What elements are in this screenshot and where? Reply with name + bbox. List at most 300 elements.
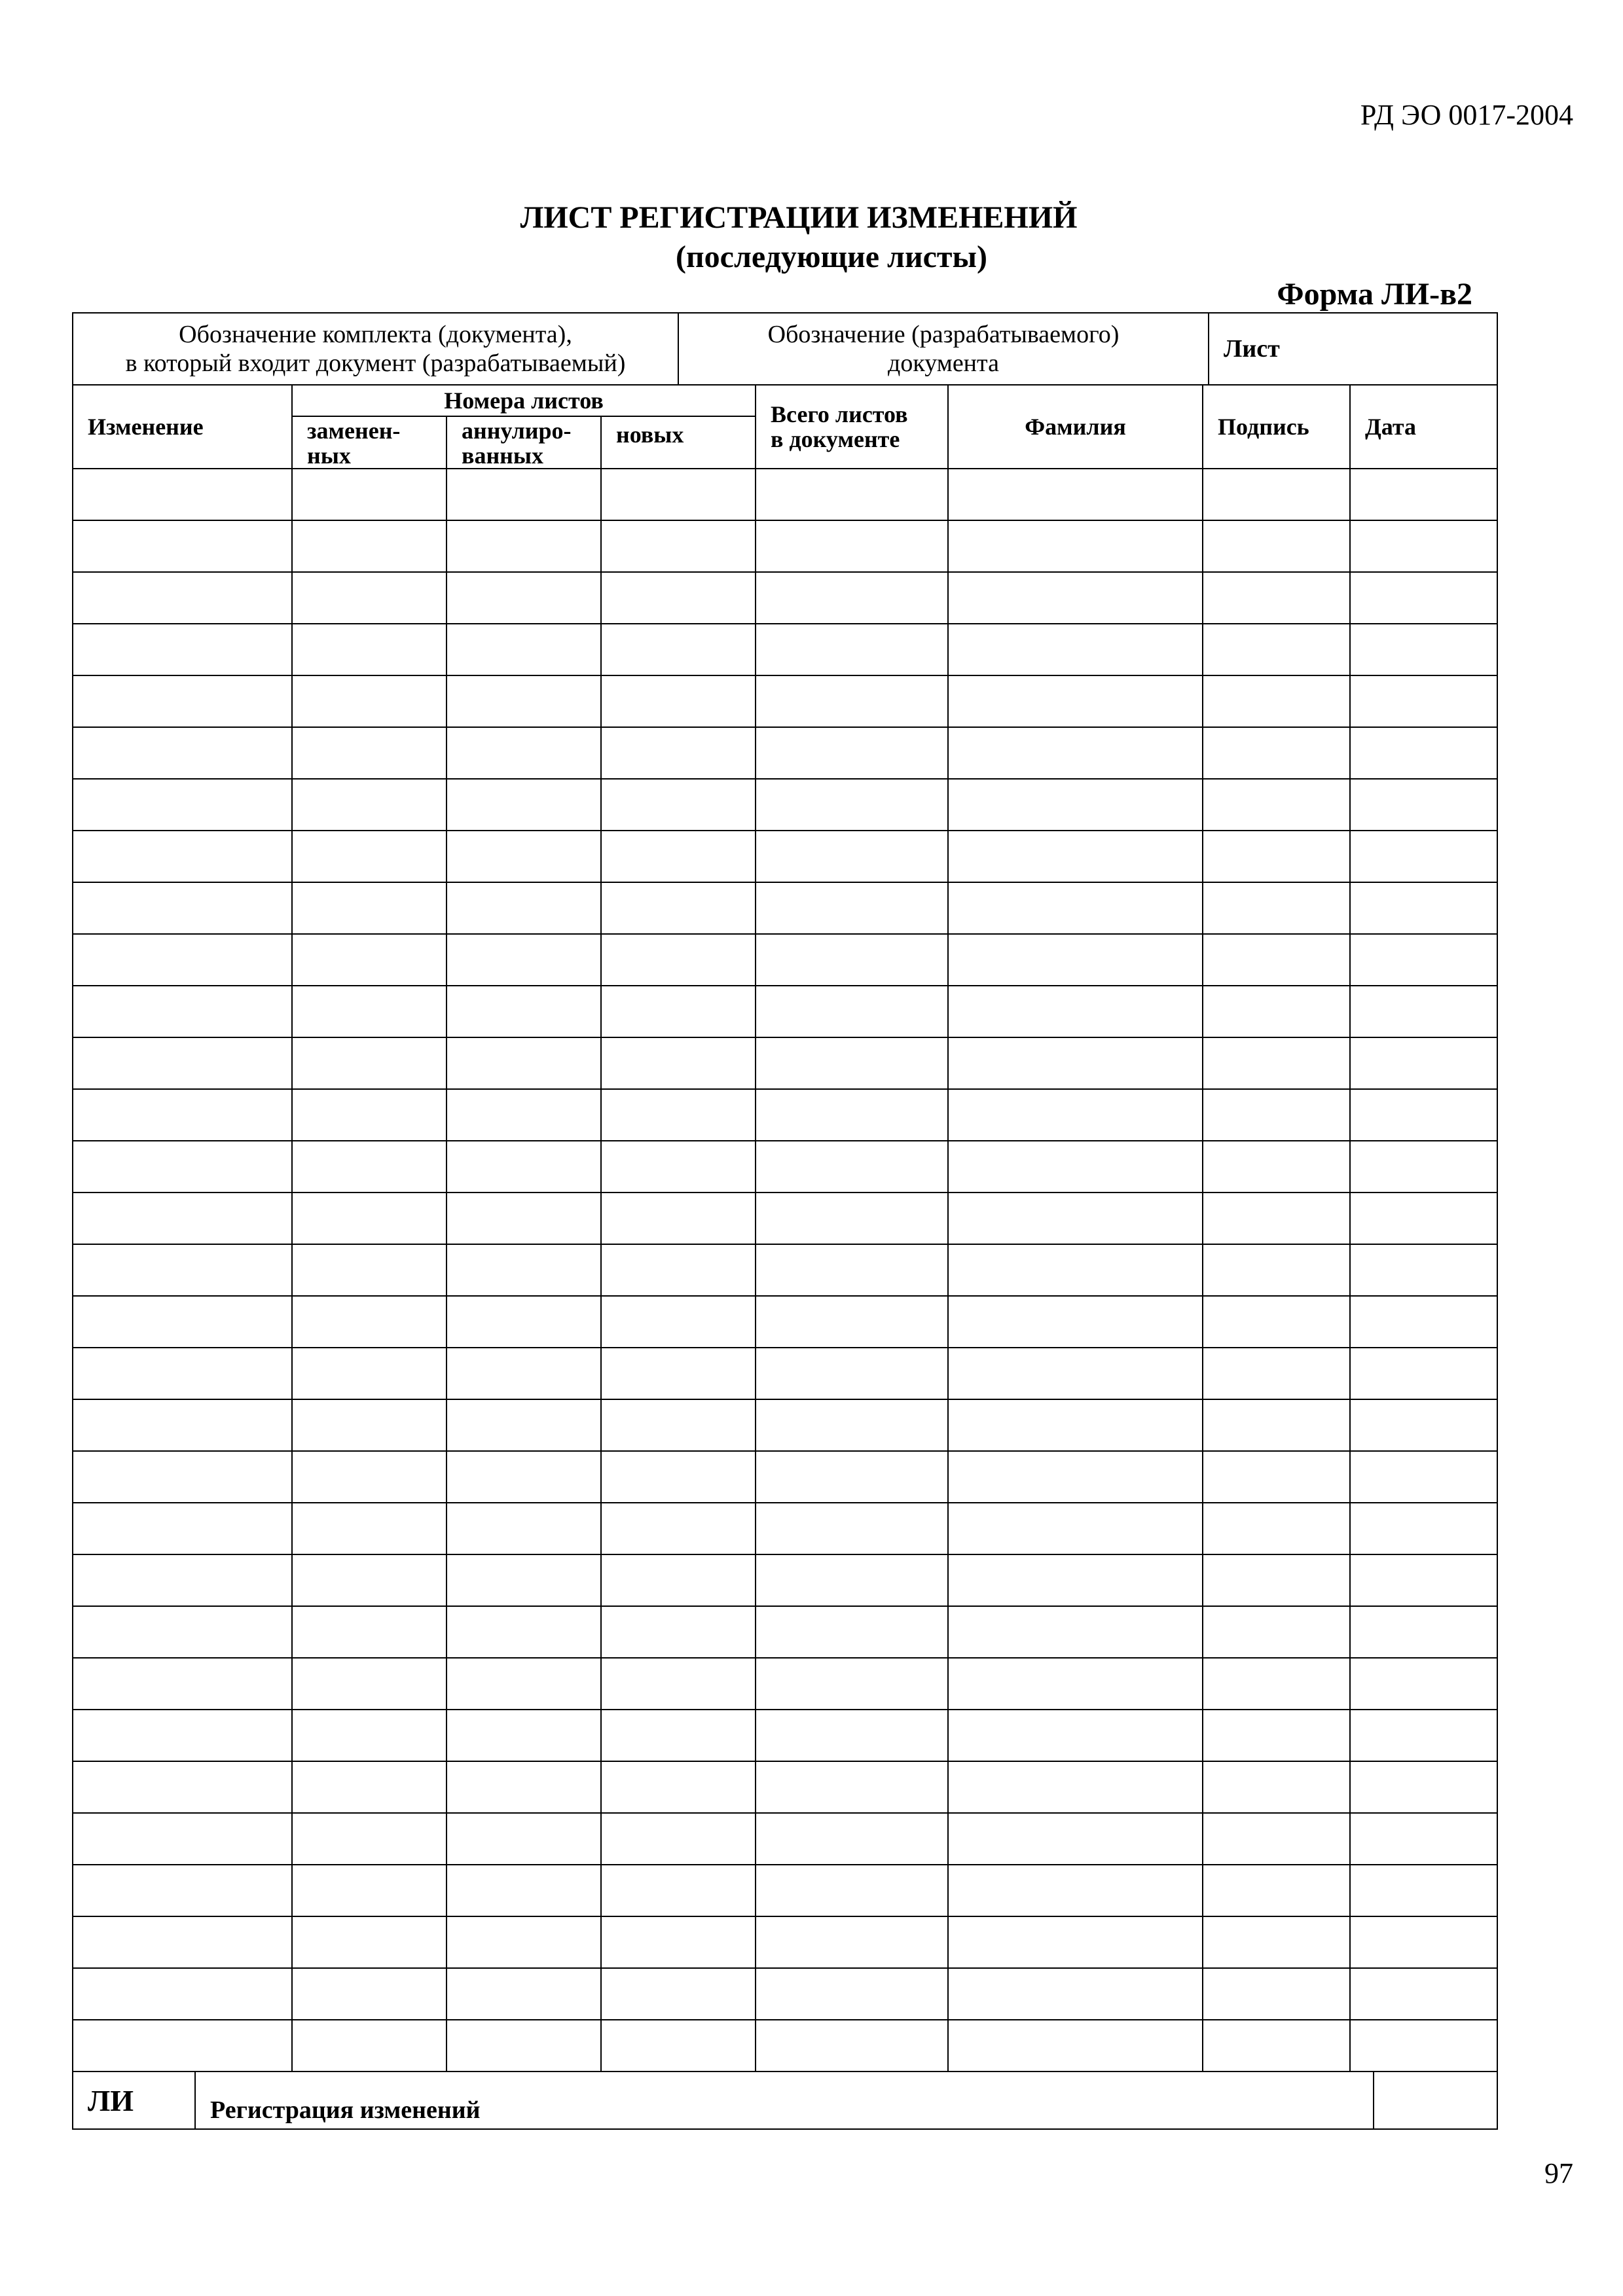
- table-cell[interactable]: [1350, 1244, 1497, 1296]
- table-cell[interactable]: [447, 934, 601, 986]
- table-cell[interactable]: [601, 1710, 756, 1761]
- table-cell[interactable]: [1350, 1968, 1497, 2020]
- table-cell[interactable]: [447, 1606, 601, 1658]
- table-cell[interactable]: [447, 1141, 601, 1193]
- table-row: [73, 675, 1497, 727]
- table-cell[interactable]: [948, 1037, 1203, 1089]
- table-cell[interactable]: [601, 1037, 756, 1089]
- table-cell[interactable]: [447, 1451, 601, 1503]
- table-cell[interactable]: [1350, 986, 1497, 1037]
- table-cell[interactable]: [1350, 882, 1497, 934]
- table-cell[interactable]: [73, 1968, 292, 2020]
- table-cell[interactable]: [601, 520, 756, 572]
- table-cell[interactable]: [1350, 1916, 1497, 1968]
- table-cell[interactable]: [756, 1348, 948, 1399]
- table-cell[interactable]: [756, 1761, 948, 1813]
- table-cell[interactable]: [601, 1399, 756, 1451]
- table-cell[interactable]: [948, 2020, 1203, 2072]
- table-cell[interactable]: [601, 1503, 756, 1554]
- table-cell[interactable]: [1350, 1451, 1497, 1503]
- table-cell[interactable]: [292, 831, 447, 882]
- table-cell[interactable]: [292, 520, 447, 572]
- header-annulled-line1: аннулиро-: [462, 418, 572, 444]
- table-cell[interactable]: [1203, 1141, 1350, 1193]
- table-row: [73, 1813, 1497, 1865]
- table-cell[interactable]: [73, 1141, 292, 1193]
- table-cell[interactable]: [73, 831, 292, 882]
- table-cell[interactable]: [292, 1296, 447, 1348]
- table-cell[interactable]: [1203, 1813, 1350, 1865]
- table-cell[interactable]: [447, 1813, 601, 1865]
- table-cell[interactable]: [292, 1399, 447, 1451]
- table-cell[interactable]: [1203, 624, 1350, 675]
- table-cell[interactable]: [948, 1916, 1203, 1968]
- table-cell[interactable]: [601, 1348, 756, 1399]
- table-cell[interactable]: [756, 831, 948, 882]
- table-cell[interactable]: [1350, 1399, 1497, 1451]
- table-cell[interactable]: [756, 1037, 948, 1089]
- table-cell[interactable]: [73, 1451, 292, 1503]
- table-cell[interactable]: [1203, 1865, 1350, 1916]
- table-cell[interactable]: [1203, 675, 1350, 727]
- table-cell[interactable]: [948, 1813, 1203, 1865]
- table-cell[interactable]: [292, 934, 447, 986]
- table-cell[interactable]: [756, 1554, 948, 1606]
- table-cell[interactable]: [1350, 1348, 1497, 1399]
- table-cell[interactable]: [447, 1916, 601, 1968]
- table-cell[interactable]: [1203, 779, 1350, 831]
- page-subtitle: (последующие листы): [676, 240, 987, 274]
- table-row: [73, 779, 1497, 831]
- table-cell[interactable]: [447, 1554, 601, 1606]
- table-cell[interactable]: [1350, 624, 1497, 675]
- table-cell[interactable]: [948, 572, 1203, 624]
- table-cell[interactable]: [601, 572, 756, 624]
- table-cell[interactable]: [73, 1037, 292, 1089]
- table-cell[interactable]: [73, 675, 292, 727]
- table-cell[interactable]: [756, 1089, 948, 1141]
- table-cell[interactable]: [447, 727, 601, 779]
- table-cell[interactable]: [73, 1658, 292, 1710]
- table-cell[interactable]: [73, 1865, 292, 1916]
- table-cell[interactable]: [601, 986, 756, 1037]
- table-cell[interactable]: [1203, 1244, 1350, 1296]
- table-cell[interactable]: [73, 1710, 292, 1761]
- table-cell[interactable]: [948, 624, 1203, 675]
- table-cell[interactable]: [1350, 1606, 1497, 1658]
- table-cell[interactable]: [447, 675, 601, 727]
- table-cell[interactable]: [73, 1244, 292, 1296]
- table-cell[interactable]: [447, 1503, 601, 1554]
- table-cell[interactable]: [292, 779, 447, 831]
- table-cell[interactable]: [601, 1554, 756, 1606]
- table-cell[interactable]: [447, 1037, 601, 1089]
- table-cell[interactable]: [292, 2020, 447, 2072]
- table-cell[interactable]: [73, 882, 292, 934]
- doc-designation-label-1: Обозначение (разрабатываемого): [767, 321, 1120, 348]
- table-cell[interactable]: [948, 520, 1203, 572]
- table-cell[interactable]: [1203, 1089, 1350, 1141]
- table-cell[interactable]: [447, 1348, 601, 1399]
- table-cell[interactable]: [447, 1658, 601, 1710]
- table-cell[interactable]: [1203, 1451, 1350, 1503]
- table-cell[interactable]: [447, 1193, 601, 1244]
- table-cell[interactable]: [1203, 1554, 1350, 1606]
- doc-designation-label-2: документа: [888, 350, 999, 377]
- table-cell[interactable]: [601, 624, 756, 675]
- table-cell[interactable]: [601, 1813, 756, 1865]
- table-cell[interactable]: [1203, 986, 1350, 1037]
- table-cell[interactable]: [756, 1399, 948, 1451]
- table-cell[interactable]: [1350, 831, 1497, 882]
- table-cell[interactable]: [447, 520, 601, 572]
- table-cell[interactable]: [601, 831, 756, 882]
- table-cell[interactable]: [1350, 2020, 1497, 2072]
- table-cell[interactable]: [1203, 1606, 1350, 1658]
- header-replaced-line2: ных: [307, 442, 351, 469]
- table-cell[interactable]: [292, 572, 447, 624]
- table-cell[interactable]: [292, 1554, 447, 1606]
- table-cell[interactable]: [948, 1089, 1203, 1141]
- doc-designation-cell[interactable]: [678, 313, 1209, 385]
- footer-code: ЛИ: [73, 2072, 195, 2129]
- table-cell[interactable]: [948, 1141, 1203, 1193]
- table-row: [73, 1089, 1497, 1141]
- table-cell[interactable]: [1203, 1503, 1350, 1554]
- table-cell[interactable]: [1203, 831, 1350, 882]
- table-cell[interactable]: [1350, 1761, 1497, 1813]
- table-cell[interactable]: [1203, 727, 1350, 779]
- table-cell[interactable]: [756, 572, 948, 624]
- table-cell[interactable]: [1350, 1658, 1497, 1710]
- table-cell[interactable]: [948, 1606, 1203, 1658]
- table-row: [73, 1710, 1497, 1761]
- table-cell[interactable]: [756, 1865, 948, 1916]
- header-new: новых: [601, 416, 756, 469]
- table-cell[interactable]: [1350, 779, 1497, 831]
- table-cell[interactable]: [292, 1606, 447, 1658]
- table-cell[interactable]: [948, 1761, 1203, 1813]
- table-cell[interactable]: [948, 1451, 1203, 1503]
- table-cell[interactable]: [601, 675, 756, 727]
- page-title: ЛИСТ РЕГИСТРАЦИИ ИЗМЕНЕНИЙ: [520, 200, 1078, 235]
- table-cell[interactable]: [447, 1710, 601, 1761]
- table-cell[interactable]: [1350, 1296, 1497, 1348]
- table-cell[interactable]: [756, 2020, 948, 2072]
- table-row: [73, 986, 1497, 1037]
- table-cell[interactable]: [1350, 572, 1497, 624]
- table-row: [73, 2020, 1497, 2072]
- table-cell[interactable]: [601, 1865, 756, 1916]
- table-cell[interactable]: [1203, 934, 1350, 986]
- table-cell[interactable]: [292, 1193, 447, 1244]
- table-cell[interactable]: [292, 1141, 447, 1193]
- sheet-number-cell[interactable]: [1209, 313, 1497, 385]
- table-row: [73, 1658, 1497, 1710]
- table-cell[interactable]: [948, 1296, 1203, 1348]
- table-cell[interactable]: [948, 1244, 1203, 1296]
- table-cell[interactable]: [73, 1503, 292, 1554]
- table-cell[interactable]: [292, 1037, 447, 1089]
- table-cell[interactable]: [756, 1968, 948, 2020]
- table-cell[interactable]: [73, 1348, 292, 1399]
- table-cell[interactable]: [756, 986, 948, 1037]
- designation-table: [72, 312, 1498, 386]
- table-cell[interactable]: [73, 986, 292, 1037]
- header-replaced-line1: заменен-: [307, 418, 401, 444]
- form-code: Форма ЛИ-в2: [1277, 277, 1472, 312]
- header-change: Изменение: [73, 385, 292, 469]
- table-cell[interactable]: [292, 1761, 447, 1813]
- table-cell[interactable]: [73, 1296, 292, 1348]
- table-cell[interactable]: [948, 831, 1203, 882]
- table-cell[interactable]: [948, 1503, 1203, 1554]
- table-cell[interactable]: [73, 572, 292, 624]
- table-cell[interactable]: [756, 1193, 948, 1244]
- table-cell[interactable]: [601, 934, 756, 986]
- table-row: [73, 1606, 1497, 1658]
- table-cell[interactable]: [292, 469, 447, 520]
- table-cell[interactable]: [292, 1710, 447, 1761]
- table-row: [73, 1761, 1497, 1813]
- table-cell[interactable]: [292, 986, 447, 1037]
- table-cell[interactable]: [756, 675, 948, 727]
- table-cell[interactable]: [1203, 1916, 1350, 1968]
- table-cell[interactable]: [73, 1193, 292, 1244]
- table-cell[interactable]: [756, 624, 948, 675]
- table-cell[interactable]: [1350, 1089, 1497, 1141]
- table-cell[interactable]: [756, 1606, 948, 1658]
- table-cell[interactable]: [1203, 1761, 1350, 1813]
- table-row: [73, 1193, 1497, 1244]
- table-cell[interactable]: [601, 1089, 756, 1141]
- table-cell[interactable]: [73, 1399, 292, 1451]
- document-code: РД ЭО 0017-2004: [1360, 99, 1573, 131]
- page-number: 97: [1544, 2157, 1573, 2189]
- table-cell[interactable]: [292, 1503, 447, 1554]
- header-annulled: [447, 416, 601, 469]
- table-row: [73, 1141, 1497, 1193]
- table-cell[interactable]: [948, 986, 1203, 1037]
- table-cell[interactable]: [1350, 1193, 1497, 1244]
- table-cell[interactable]: [447, 1296, 601, 1348]
- table-cell[interactable]: [948, 675, 1203, 727]
- table-cell[interactable]: [447, 986, 601, 1037]
- table-cell[interactable]: [1350, 1554, 1497, 1606]
- table-cell[interactable]: [292, 624, 447, 675]
- table-cell[interactable]: [1350, 934, 1497, 986]
- table-cell[interactable]: [601, 1193, 756, 1244]
- table-cell[interactable]: [1350, 675, 1497, 727]
- table-row: [73, 572, 1497, 624]
- table-cell[interactable]: [73, 520, 292, 572]
- table-row: [73, 1399, 1497, 1451]
- table-cell[interactable]: [601, 1761, 756, 1813]
- table-cell[interactable]: [1350, 1503, 1497, 1554]
- table-cell[interactable]: [756, 1296, 948, 1348]
- table-cell[interactable]: [447, 831, 601, 882]
- table-cell[interactable]: [73, 1813, 292, 1865]
- table-cell[interactable]: [1203, 1968, 1350, 2020]
- table-cell[interactable]: [756, 882, 948, 934]
- table-cell[interactable]: [601, 1451, 756, 1503]
- table-cell[interactable]: [1203, 882, 1350, 934]
- table-cell[interactable]: [73, 1089, 292, 1141]
- table-cell[interactable]: [73, 934, 292, 986]
- table-cell[interactable]: [447, 1761, 601, 1813]
- table-cell[interactable]: [948, 882, 1203, 934]
- table-cell[interactable]: [1203, 1710, 1350, 1761]
- table-cell[interactable]: [73, 2020, 292, 2072]
- table-cell[interactable]: [948, 779, 1203, 831]
- table-cell[interactable]: [601, 1296, 756, 1348]
- set-designation-cell[interactable]: [73, 313, 678, 385]
- table-cell[interactable]: [292, 1089, 447, 1141]
- table-cell[interactable]: [756, 1503, 948, 1554]
- table-cell[interactable]: [292, 1451, 447, 1503]
- table-cell[interactable]: [601, 1606, 756, 1658]
- table-cell[interactable]: [447, 2020, 601, 2072]
- table-cell[interactable]: [447, 1399, 601, 1451]
- table-cell[interactable]: [1350, 1141, 1497, 1193]
- table-row: [73, 1244, 1497, 1296]
- table-cell[interactable]: [73, 469, 292, 520]
- table-cell[interactable]: [756, 1658, 948, 1710]
- table-cell[interactable]: [601, 882, 756, 934]
- table-cell[interactable]: [1350, 727, 1497, 779]
- footer-sheet-cell[interactable]: [1374, 2072, 1497, 2129]
- table-cell[interactable]: [601, 1658, 756, 1710]
- table-cell[interactable]: [1350, 1710, 1497, 1761]
- table-cell[interactable]: [601, 1141, 756, 1193]
- header-replaced: [292, 416, 447, 469]
- header-signature: Подпись: [1203, 385, 1350, 469]
- table-cell[interactable]: [601, 469, 756, 520]
- table-cell[interactable]: [292, 882, 447, 934]
- table-cell[interactable]: [73, 1761, 292, 1813]
- header-total-sheets: [756, 385, 948, 469]
- table-cell[interactable]: [73, 1554, 292, 1606]
- table-cell[interactable]: [447, 624, 601, 675]
- table-cell[interactable]: [1203, 1037, 1350, 1089]
- table-cell[interactable]: [292, 1244, 447, 1296]
- table-cell[interactable]: [1203, 1658, 1350, 1710]
- table-cell[interactable]: [447, 1089, 601, 1141]
- sheet-label: Лист: [1224, 335, 1280, 363]
- table-cell[interactable]: [756, 727, 948, 779]
- table-cell[interactable]: [1203, 1193, 1350, 1244]
- table-row: [73, 1865, 1497, 1916]
- table-cell[interactable]: [292, 675, 447, 727]
- header-total-line1: Всего листов: [771, 401, 908, 427]
- table-cell[interactable]: [1203, 2020, 1350, 2072]
- table-cell[interactable]: [447, 1244, 601, 1296]
- table-cell[interactable]: [601, 1916, 756, 1968]
- table-cell[interactable]: [292, 1813, 447, 1865]
- table-cell[interactable]: [292, 727, 447, 779]
- table-cell[interactable]: [1350, 1813, 1497, 1865]
- table-cell[interactable]: [73, 727, 292, 779]
- table-cell[interactable]: [1350, 520, 1497, 572]
- table-cell[interactable]: [292, 1348, 447, 1399]
- change-registration-form: [72, 312, 1497, 2130]
- table-cell[interactable]: [756, 1710, 948, 1761]
- table-cell[interactable]: [948, 1554, 1203, 1606]
- table-cell[interactable]: [948, 934, 1203, 986]
- table-cell[interactable]: [756, 1813, 948, 1865]
- table-cell[interactable]: [948, 469, 1203, 520]
- header-surname: Фамилия: [948, 385, 1203, 469]
- table-cell[interactable]: [948, 727, 1203, 779]
- table-cell[interactable]: [601, 779, 756, 831]
- table-cell[interactable]: [756, 1244, 948, 1296]
- table-cell[interactable]: [73, 624, 292, 675]
- table-cell[interactable]: [1350, 1865, 1497, 1916]
- table-cell[interactable]: [447, 1968, 601, 2020]
- header-sheet-numbers: Номера листов: [292, 385, 756, 416]
- table-cell[interactable]: [447, 469, 601, 520]
- table-cell[interactable]: [948, 1399, 1203, 1451]
- table-cell[interactable]: [1203, 1348, 1350, 1399]
- table-cell[interactable]: [73, 1916, 292, 1968]
- table-row: [73, 1451, 1497, 1503]
- table-cell[interactable]: [948, 1193, 1203, 1244]
- table-cell[interactable]: [447, 779, 601, 831]
- table-cell[interactable]: [292, 1865, 447, 1916]
- table-cell[interactable]: [601, 1244, 756, 1296]
- table-cell[interactable]: [756, 779, 948, 831]
- table-cell[interactable]: [73, 779, 292, 831]
- table-cell[interactable]: [756, 469, 948, 520]
- table-cell[interactable]: [292, 1658, 447, 1710]
- table-cell[interactable]: [447, 1865, 601, 1916]
- table-cell[interactable]: [1203, 572, 1350, 624]
- table-cell[interactable]: [756, 1916, 948, 1968]
- table-cell[interactable]: [1203, 520, 1350, 572]
- footer-table: [72, 2071, 1498, 2130]
- table-cell[interactable]: [756, 1141, 948, 1193]
- table-row: [73, 1348, 1497, 1399]
- table-cell[interactable]: [948, 1348, 1203, 1399]
- table-cell[interactable]: [756, 1451, 948, 1503]
- table-cell[interactable]: [1203, 1399, 1350, 1451]
- table-cell[interactable]: [756, 934, 948, 986]
- table-cell[interactable]: [601, 1968, 756, 2020]
- table-cell[interactable]: [1203, 469, 1350, 520]
- table-cell[interactable]: [1350, 1037, 1497, 1089]
- table-cell[interactable]: [756, 520, 948, 572]
- table-cell[interactable]: [73, 1606, 292, 1658]
- table-row: [73, 882, 1497, 934]
- table-row: [73, 1037, 1497, 1089]
- table-cell[interactable]: [601, 2020, 756, 2072]
- table-cell[interactable]: [447, 572, 601, 624]
- table-cell[interactable]: [1350, 469, 1497, 520]
- table-cell[interactable]: [948, 1658, 1203, 1710]
- table-cell[interactable]: [948, 1710, 1203, 1761]
- header-annulled-line2: ванных: [462, 442, 544, 469]
- table-cell[interactable]: [601, 727, 756, 779]
- table-cell[interactable]: [948, 1865, 1203, 1916]
- table-row: [73, 1296, 1497, 1348]
- set-designation-label-1: Обозначение комплекта (документа),: [179, 321, 572, 348]
- table-cell[interactable]: [1203, 1296, 1350, 1348]
- table-row: [73, 624, 1497, 675]
- table-cell[interactable]: [447, 882, 601, 934]
- table-cell[interactable]: [292, 1916, 447, 1968]
- table-cell[interactable]: [948, 1968, 1203, 2020]
- table-cell[interactable]: [292, 1968, 447, 2020]
